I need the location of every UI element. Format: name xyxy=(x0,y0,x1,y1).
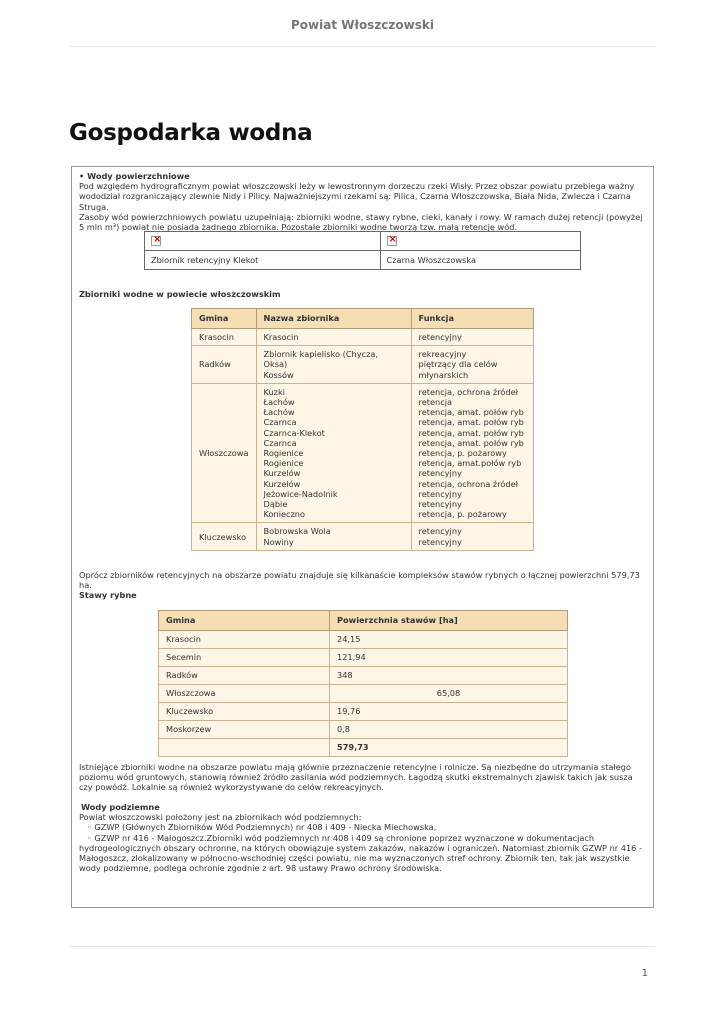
reservoir-name: Dąbie xyxy=(263,499,288,510)
area-cell: 65,08 xyxy=(330,685,568,703)
gmina-cell: Krasocin xyxy=(192,329,257,346)
gmina-cell: Radków xyxy=(159,667,330,685)
reservoir-name: Rogienice xyxy=(263,458,304,469)
reservoir-function: młynarskich xyxy=(418,369,469,380)
header-divider xyxy=(69,46,655,47)
reservoir-function: retencja, p. pożarowy xyxy=(418,509,507,520)
reservoir-function: retencja, amat. połów ryb xyxy=(418,437,524,448)
broken-image-icon xyxy=(387,236,397,246)
gmina-cell: Kluczewsko xyxy=(159,703,330,721)
reservoir-function: retencja, ochrona źródeł xyxy=(418,478,518,489)
reservoir-function: piętrzący dla celów xyxy=(418,359,498,370)
reservoir-name: Kuzki xyxy=(263,386,285,397)
reservoir-name: Rogienice xyxy=(263,448,304,459)
image-caption: Czarna Włoszczowska xyxy=(380,251,580,270)
column-header: Funkcja xyxy=(411,309,533,329)
column-header: Gmina xyxy=(192,309,257,329)
reservoir-name: Kurzelów xyxy=(263,468,301,479)
reservoir-function: retencja, amat. połów ryb xyxy=(418,417,524,428)
gmina-cell: Włoszczowa xyxy=(192,383,257,523)
reservoirs-table xyxy=(191,308,534,551)
gmina-cell: Secemin xyxy=(159,649,330,667)
reservoir-function: retencja, amat. połów ryb xyxy=(418,407,524,418)
reservoir-name: Zbiornik kapielisko (Chycza, Oksa) xyxy=(263,349,379,370)
reservoir-function: retencyjny xyxy=(418,536,462,547)
list-item: ◦ GZWP nr 416 - Małogoszcz.Zbiorniki wód podziemnych nr 408 i 409 są chronione poprzez wyznaczone w dokumentacjach hydrogeologicznych obszary ochronne, na których obowiązuje system zakazów, nakazów i ograniczeń. Natomiast zbiornik GZWP nr 416 - Małogoszcz, zlokalizowany w północno-wschodniej części powiatu, nie ma wyznaczonych stref ochrony. Zbiornik ten, tak jak wszystkie wody podziemne, podlega ochronie zgodnie z art. 98 ustawy Prawo ochrony środowiska. xyxy=(79,832,642,874)
function-cell xyxy=(411,329,533,346)
ponds-table xyxy=(158,610,568,757)
total-row xyxy=(159,739,568,757)
area-cell: 121,94 xyxy=(330,649,568,667)
column-header: Powierzchnia stawów [ha] xyxy=(330,611,568,631)
table-row xyxy=(159,703,568,721)
gmina-cell: Kluczewsko xyxy=(192,523,257,550)
image-cell xyxy=(145,232,381,251)
reservoir-name-cell xyxy=(256,346,411,384)
ponds-title: Stawy rybne xyxy=(79,590,137,600)
area-cell: 0,8 xyxy=(330,721,568,739)
column-header: Nazwa zbiornika xyxy=(256,309,411,329)
table-row xyxy=(192,523,534,550)
column-header: Gmina xyxy=(159,611,330,631)
reservoir-function: rekreacyjny xyxy=(418,349,467,360)
reservoir-function: retencja, p. pożarowy xyxy=(418,448,507,459)
reservoir-name-cell xyxy=(256,383,411,523)
reservoir-function: retencyjny xyxy=(418,488,462,499)
table-row xyxy=(159,667,568,685)
page-number: 1 xyxy=(641,968,648,979)
reservoir-name: Czarnca xyxy=(263,437,297,448)
reservoir-name: Czarnca-Klekot xyxy=(263,427,325,438)
groundwater-section xyxy=(79,802,645,873)
reservoir-function: retencyjny xyxy=(418,468,462,479)
reservoir-name: Łachów xyxy=(263,407,295,418)
reservoir-function: retencyjny xyxy=(418,332,462,342)
surface-water-title: • Wody powierzchniowe xyxy=(79,171,190,181)
gmina-cell: Włoszczowa xyxy=(159,685,330,703)
image-cell xyxy=(380,232,580,251)
reservoir-name: Czarnca xyxy=(263,417,297,428)
reservoir-function: retencja, ochrona źródeł xyxy=(418,386,518,397)
groundwater-intro: Powiat włoszczowski położony jest na zbiornikach wód podziemnych: xyxy=(79,812,362,823)
reservoir-name: Konieczno xyxy=(263,509,305,520)
area-cell: 348 xyxy=(330,667,568,685)
surface-water-text: Pod względem hydrograficznym powiat włoszczowski leży w lewostronnym dorzeczu rzeki Wisły. Przez obszar powiatu przebiega ważny wododział rozgraniczający zlewnie Nidy i Pilicy. Najważniejszymi rzekami są: Pilica, Czarna Włoszczowska, Biała Nida, Zwlecza i Czarna Struga. xyxy=(79,181,635,212)
header-title: Powiat Włoszczowski xyxy=(291,18,434,32)
reservoir-name-cell xyxy=(256,329,411,346)
area-cell: 24,15 xyxy=(330,631,568,649)
reservoir-function: retencyjny xyxy=(418,526,462,537)
reservoir-name: Kurzelów xyxy=(263,478,301,489)
area-cell: 19,76 xyxy=(330,703,568,721)
function-cell xyxy=(411,523,533,550)
image-table xyxy=(144,231,581,270)
reservoirs-title: Zbiorniki wodne w powiecie włoszczowskim xyxy=(79,289,281,299)
function-cell xyxy=(411,383,533,523)
purpose-text: Istniejące zbiorniki wodne na obszarze powiatu mają głównie przeznaczenie retencyjne i rolnicze. Są niezbędne do utrzymania stałego poziomu wód gruntowych, stanowią również źródło zasilania wód podziemnych. Łagodzą skutki ekstremalnych zjawisk takich jak susza czy powódź. Lokalnie są również wykorzystywane do celów rekreacyjnych. xyxy=(79,762,633,793)
image-caption: Zbiornik retencyjny Klekot xyxy=(145,251,381,270)
table-row xyxy=(159,685,568,703)
table-row xyxy=(192,383,534,523)
groundwater-title: Wody podziemne xyxy=(81,802,160,812)
reservoir-name: Nowiny xyxy=(263,536,294,547)
table-row xyxy=(159,649,568,667)
ponds-intro: Oprócz zbiorników retencyjnych na obszarze powiatu znajduje się kilkanaście kompleksów stawów rybnych o łącznej powierzchni 579,73 ha. xyxy=(79,570,640,591)
reservoir-function: retencja, amat.połów ryb xyxy=(418,458,522,469)
function-cell xyxy=(411,346,533,384)
footer-divider xyxy=(69,946,655,947)
gmina-cell: Krasocin xyxy=(159,631,330,649)
surface-water-text-2: Zasoby wód powierzchniowych powiatu uzupełniają: zbiorniki wodne, stawy rybne, cieki, kanały i rowy. W ramach dużej retencji (powyżej 5 mln m³) powiat nie posiada żadnego zbiornika. Pozostałe zbiorniki wodne tworzą tzw. małą retencję wód. xyxy=(79,211,643,233)
table-row xyxy=(159,631,568,649)
reservoir-name: Kossów xyxy=(263,369,294,380)
reservoir-name: Bobrowska Wola xyxy=(263,526,331,537)
total-value-cell: 579,73 xyxy=(330,739,568,757)
reservoir-function: retencja, amat. połów ryb xyxy=(418,427,524,438)
list-item: ◦ GZWP (Głównych Zbiorników Wód Podziemnych) nr 408 i 409 - Niecka Miechowska, xyxy=(87,822,437,833)
reservoir-name: Łachów xyxy=(263,397,295,408)
reservoir-name-cell xyxy=(256,523,411,550)
broken-image-icon xyxy=(151,236,161,246)
gmina-cell: Radków xyxy=(192,346,257,384)
reservoir-name: Jeżowice-Nadolnik xyxy=(263,488,338,499)
table-row xyxy=(192,329,534,346)
reservoir-function: retencyjny xyxy=(418,499,462,510)
gmina-cell: Moskorzew xyxy=(159,721,330,739)
reservoir-function: retencja xyxy=(418,397,452,408)
reservoir-name: Krasocin xyxy=(263,332,299,342)
total-label-cell xyxy=(159,739,330,757)
table-row xyxy=(192,346,534,384)
page-title: Gospodarka wodna xyxy=(69,120,313,146)
table-row xyxy=(159,721,568,739)
